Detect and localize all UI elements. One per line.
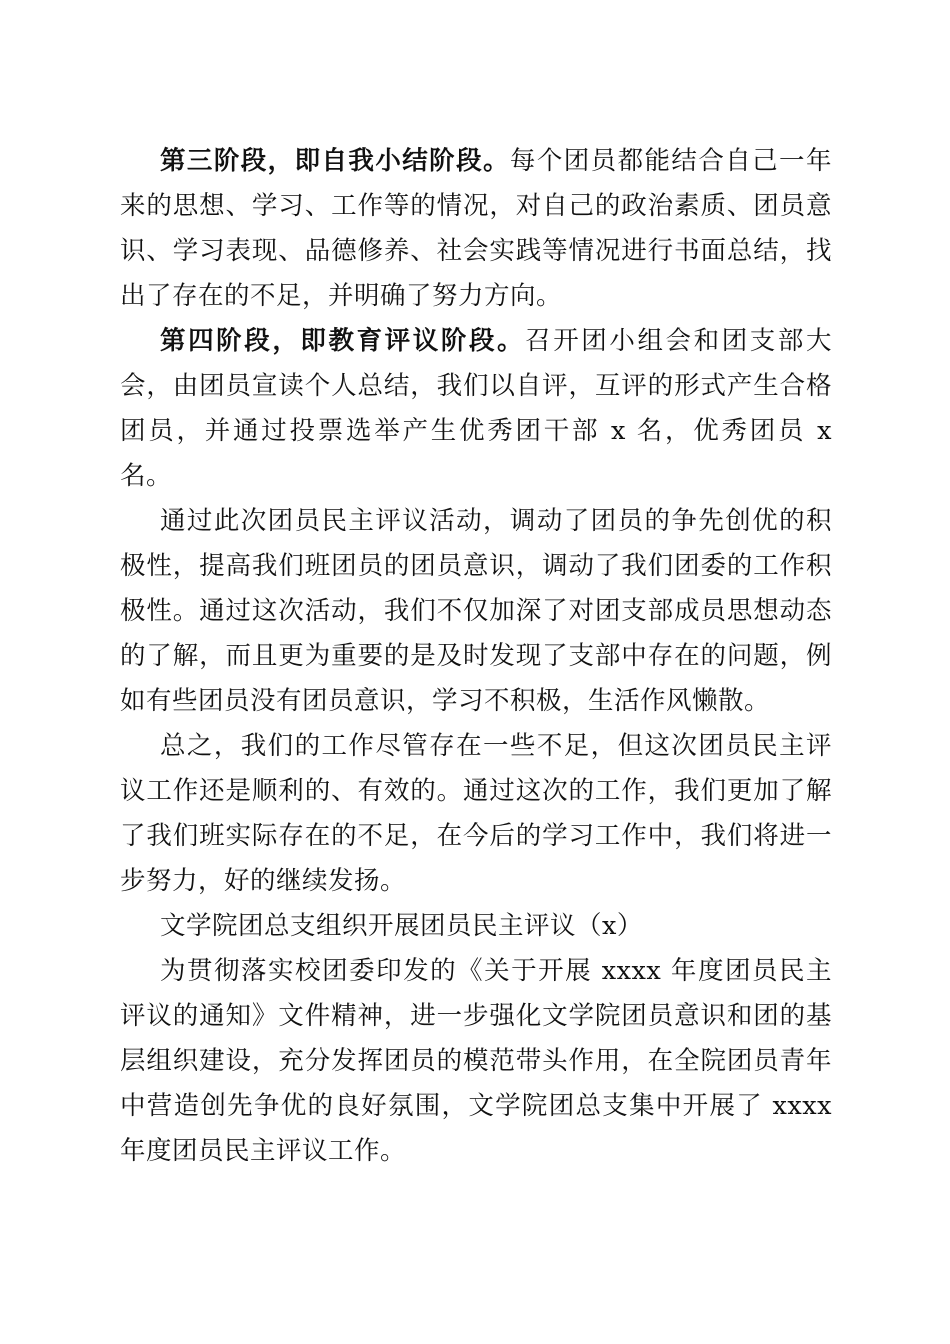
document-page bbox=[120, 139, 832, 1174]
section-title-text: 文学院团总支组织开展团员民主评议（x） bbox=[160, 911, 643, 941]
section-title bbox=[120, 904, 832, 949]
paragraph-text: 为贯彻落实校团委印发的《关于开展 xxxx 年度团员民主评议的通知》文件精神，进一步强化文学院团员意识和团的基层组织建设，充分发挥团员的模范带头作用，在全院团员青年中营造创先争优的良好氛围，文学院团总支集中开展了 xxxx 年度团员民主评议工作。 bbox=[120, 956, 832, 1166]
paragraph-text: 每个团员都能结合自己一年来的思想、学习、工作等的情况，对自己的政治素质、团员意识、学习表现、品德修养、社会实践等情况进行书面总结，找出了存在的不足，并明确了努力方向。 bbox=[120, 146, 832, 311]
paragraph-results bbox=[120, 499, 832, 724]
paragraph-stage-four bbox=[120, 319, 832, 499]
paragraph-intro bbox=[120, 949, 832, 1174]
paragraph-text: 通过此次团员民主评议活动，调动了团员的争先创优的积极性，提高我们班团员的团员意识，调动了我们团委的工作积极性。通过这次活动，我们不仅加深了对团支部成员思想动态的了解，而且更为重要的是及时发现了支部中存在的问题，例如有些团员没有团员意识，学习不积极，生活作风懒散。 bbox=[120, 506, 832, 716]
paragraph-summary bbox=[120, 724, 832, 904]
paragraph-text: 总之，我们的工作尽管存在一些不足，但这次团员民主评议工作还是顺利的、有效的。通过这次的工作，我们更加了解了我们班实际存在的不足，在今后的学习工作中，我们将进一步努力，好的继续发扬。 bbox=[120, 731, 832, 896]
paragraph-lead: 第四阶段，即教育评议阶段。 bbox=[160, 326, 526, 356]
paragraph-text: 召开团小组会和团支部大会，由团员宣读个人总结，我们以自评，互评的形式产生合格团员，并通过投票选举产生优秀团干部 x 名，优秀团员 x 名。 bbox=[120, 326, 832, 491]
paragraph-lead: 第三阶段，即自我小结阶段。 bbox=[160, 146, 510, 176]
paragraph-stage-three bbox=[120, 139, 832, 319]
